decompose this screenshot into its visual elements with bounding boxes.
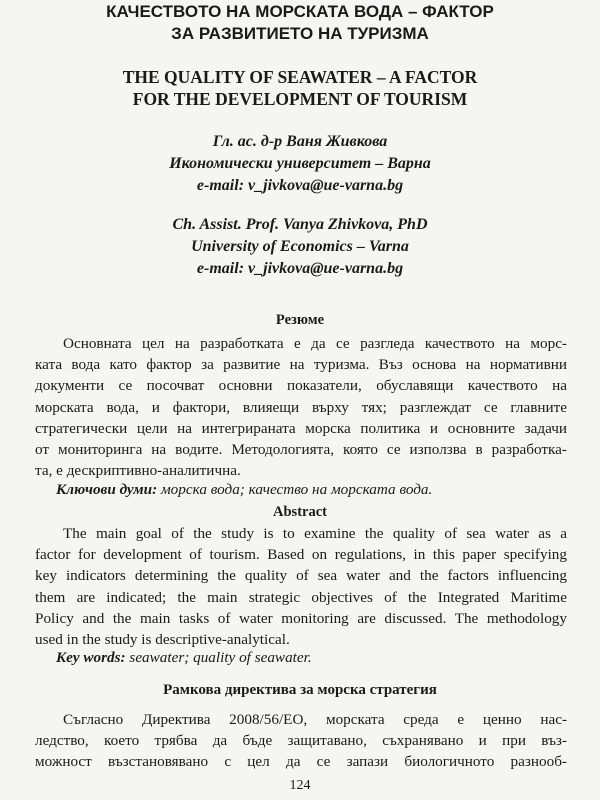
section-text: Съгласно Директива 2008/56/ЕО, морската среда е ценно нас- ледство, което трябва да бъде защитавано, съхранявано и при въз- можност възстановявано с цел да се запази биологичното разнооб- — [35, 711, 567, 771]
author-email: e-mail: v_jivkova@ue-varna.bg — [196, 177, 404, 194]
title-bulgarian: КАЧЕСТВОТО НА МОРСКАТА ВОДА – ФАКТОР ЗА РАЗВИТИЕТО НА ТУРИЗМА — [106, 2, 494, 43]
abstract-keywords: Key words: seawater; quality of seawater. — [56, 649, 312, 666]
title-english: THE QUALITY OF SEAWATER – A FACTOR FOR THE DEVELOPMENT OF TOURISM — [122, 67, 478, 109]
author-email: e-mail: v_jivkova@ue-varna.bg — [196, 260, 404, 277]
author-name: Гл. ас. д-р Ваня Живкова — [212, 133, 388, 150]
author-name: Ch. Assist. Prof. Vanya Zhivkova, PhD — [172, 216, 428, 233]
abstract-heading: Abstract — [273, 504, 327, 520]
resume-text: Основната цел на разработката е да се разгледа качеството на морс- ката вода като фактор за развитие на туризма. Въз основа на нормативни документи се посочват основни показатели, обуславящи качеството на морската вода, и фактори, влияещи върху тях; разглеждат се главните стратегически цели на интегрираната морска политика и основните задачи от мониторинга на водите. Методологията, която се използва в разработка- та, е дескриптивно-аналитична. — [35, 335, 567, 480]
section-heading: Рамкова директива за морска стратегия — [163, 682, 437, 698]
abstract-text: The main goal of the study is to examine the quality of sea water as a factor for development of tourism. Based on regulations, in this paper specifying key indicators determining the quality of sea water and the factors influencing them are indicated; the main strategic objectives of the Integrated Maritime Policy and the main tasks of water monitoring are discussed. The methodology used in the study is descriptive-analytical. — [35, 525, 567, 649]
page-number: 124 — [289, 778, 311, 793]
author-affiliation: University of Economics – Varna — [191, 238, 409, 255]
resume-keywords: Ключови думи: морска вода; качество на морската вода. — [56, 481, 433, 498]
author-block-bulgarian — [0, 131, 600, 197]
author-block-english — [0, 214, 600, 280]
resume-heading: Резюме — [275, 312, 325, 328]
author-affiliation: Икономически университет – Варна — [169, 155, 431, 172]
